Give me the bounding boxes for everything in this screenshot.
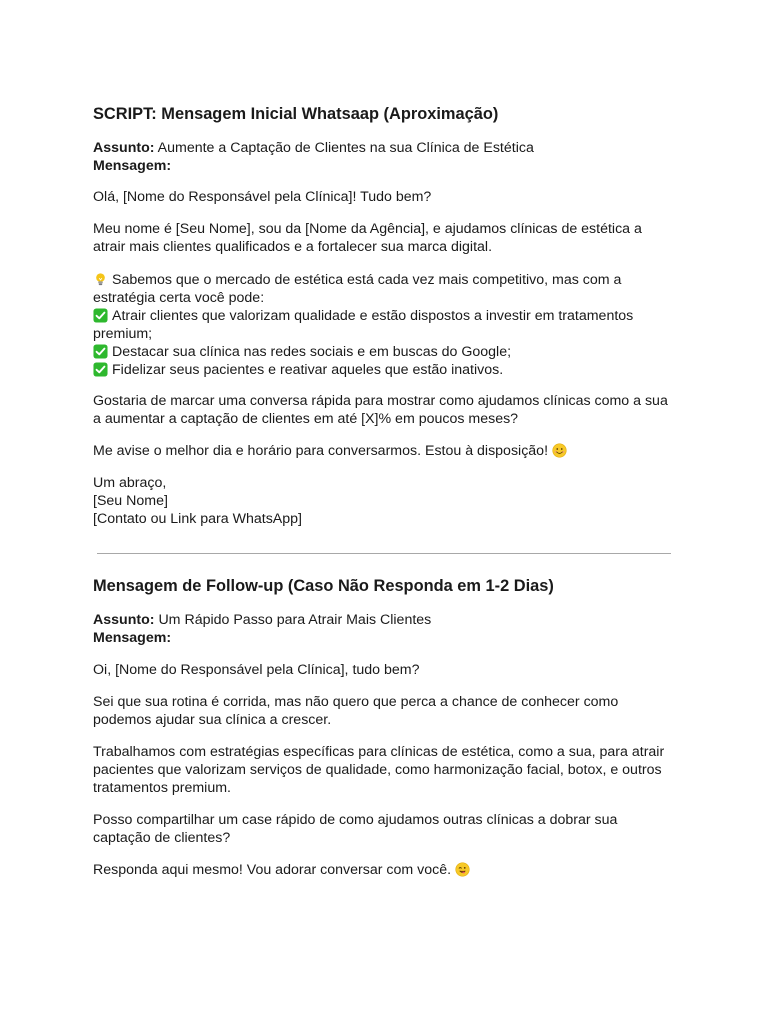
script-cta [93, 442, 683, 460]
benefit-item [93, 343, 683, 361]
insight-text: Sabemos que o mercado de estética está cada vez mais competitivo, mas com a [112, 272, 622, 288]
benefit-item [93, 307, 683, 325]
paragraph-line: Posso compartilhar um case rápido de como ajudamos outras clínicas a dobrar sua [93, 812, 618, 828]
script-subject-block [93, 139, 683, 175]
paragraph-line: podemos ajudar sua clínica a crescer. [93, 712, 332, 728]
signoff-line: [Contato ou Link para WhatsApp] [93, 511, 302, 527]
followup-subject-line [93, 611, 683, 629]
insight-line [93, 271, 683, 289]
script-title: SCRIPT: Mensagem Inicial Whatsaap (Aproximação) [93, 105, 499, 123]
script-proposal [93, 392, 683, 428]
paragraph-line: Trabalhamos com estratégias específicas para clínicas de estética, como a sua, para atrair [93, 744, 665, 760]
closing-line [93, 861, 683, 879]
followup-greeting [93, 661, 683, 679]
benefit-text: Destacar sua clínica nas redes sociais e em buscas do Google; [112, 344, 512, 360]
followup-message-label-line [93, 629, 683, 647]
script-signoff [93, 474, 683, 528]
script-subject-line [93, 139, 683, 157]
script-greeting [93, 188, 683, 206]
followup-subject-block [93, 611, 683, 647]
closing-text: Responda aqui mesmo! Vou adorar conversar com você. [93, 862, 452, 878]
check-mark-button-icon [93, 308, 108, 323]
check-mark-button-icon [93, 344, 108, 359]
benefit-item [93, 361, 683, 379]
paragraph-line: pacientes que valorizam serviços de qualidade, como harmonização facial, botox, e outros [93, 762, 662, 778]
message-label: Mensagem: [93, 630, 172, 646]
smiling-face-icon [552, 443, 567, 458]
script-message-label-line [93, 157, 683, 175]
message-label: Mensagem: [93, 158, 172, 174]
proposal-line: a aumentar a captação de clientes em até [X]% em poucos meses? [93, 411, 519, 427]
cta-line [93, 442, 683, 460]
light-bulb-icon [93, 272, 108, 287]
signoff-line: Um abraço, [93, 475, 167, 491]
intro-line: atrair mais clientes qualificados e a fortalecer sua marca digital. [93, 239, 493, 255]
greeting-text: Olá, [Nome do Responsável pela Clínica]! Tudo bem? [93, 189, 432, 205]
proposal-line: Gostaria de marcar uma conversa rápida para mostrar como ajudamos clínicas como a sua [93, 393, 668, 409]
intro-line: Meu nome é [Seu Nome], sou da [Nome da Agência], e ajudamos clínicas de estética a [93, 221, 642, 237]
followup-paragraph-3 [93, 811, 683, 847]
followup-closing [93, 861, 683, 879]
winking-face-icon [455, 862, 470, 877]
followup-paragraph-1 [93, 693, 683, 729]
subject-text: Aumente a Captação de Clientes na sua Clínica de Estética [157, 140, 534, 156]
followup-paragraph-2 [93, 743, 683, 797]
benefit-text-continuation: premium; [93, 326, 153, 342]
script-intro [93, 220, 683, 256]
subject-label: Assunto: [93, 612, 155, 628]
greeting-text: Oi, [Nome do Responsável pela Clínica], tudo bem? [93, 662, 420, 678]
benefit-text: Atrair clientes que valorizam qualidade e estão dispostos a investir em tratamentos [112, 308, 634, 324]
benefit-text: Fidelizar seus pacientes e reativar aqueles que estão inativos. [112, 362, 504, 378]
subject-text: Um Rápido Passo para Atrair Mais Clientes [158, 612, 432, 628]
followup-title: Mensagem de Follow-up (Caso Não Responda em 1-2 Dias) [93, 577, 554, 595]
check-mark-button-icon [93, 362, 108, 377]
subject-label: Assunto: [93, 140, 155, 156]
script-insight [93, 271, 683, 379]
section-divider [97, 553, 671, 554]
signoff-line: [Seu Nome] [93, 493, 168, 509]
paragraph-line: captação de clientes? [93, 830, 231, 846]
paragraph-line: Sei que sua rotina é corrida, mas não quero que perca a chance de conhecer como [93, 694, 619, 710]
insight-line: estratégia certa você pode: [93, 290, 265, 306]
cta-text: Me avise o melhor dia e horário para conversarmos. Estou à disposição! [93, 443, 549, 459]
paragraph-line: tratamentos premium. [93, 780, 231, 796]
